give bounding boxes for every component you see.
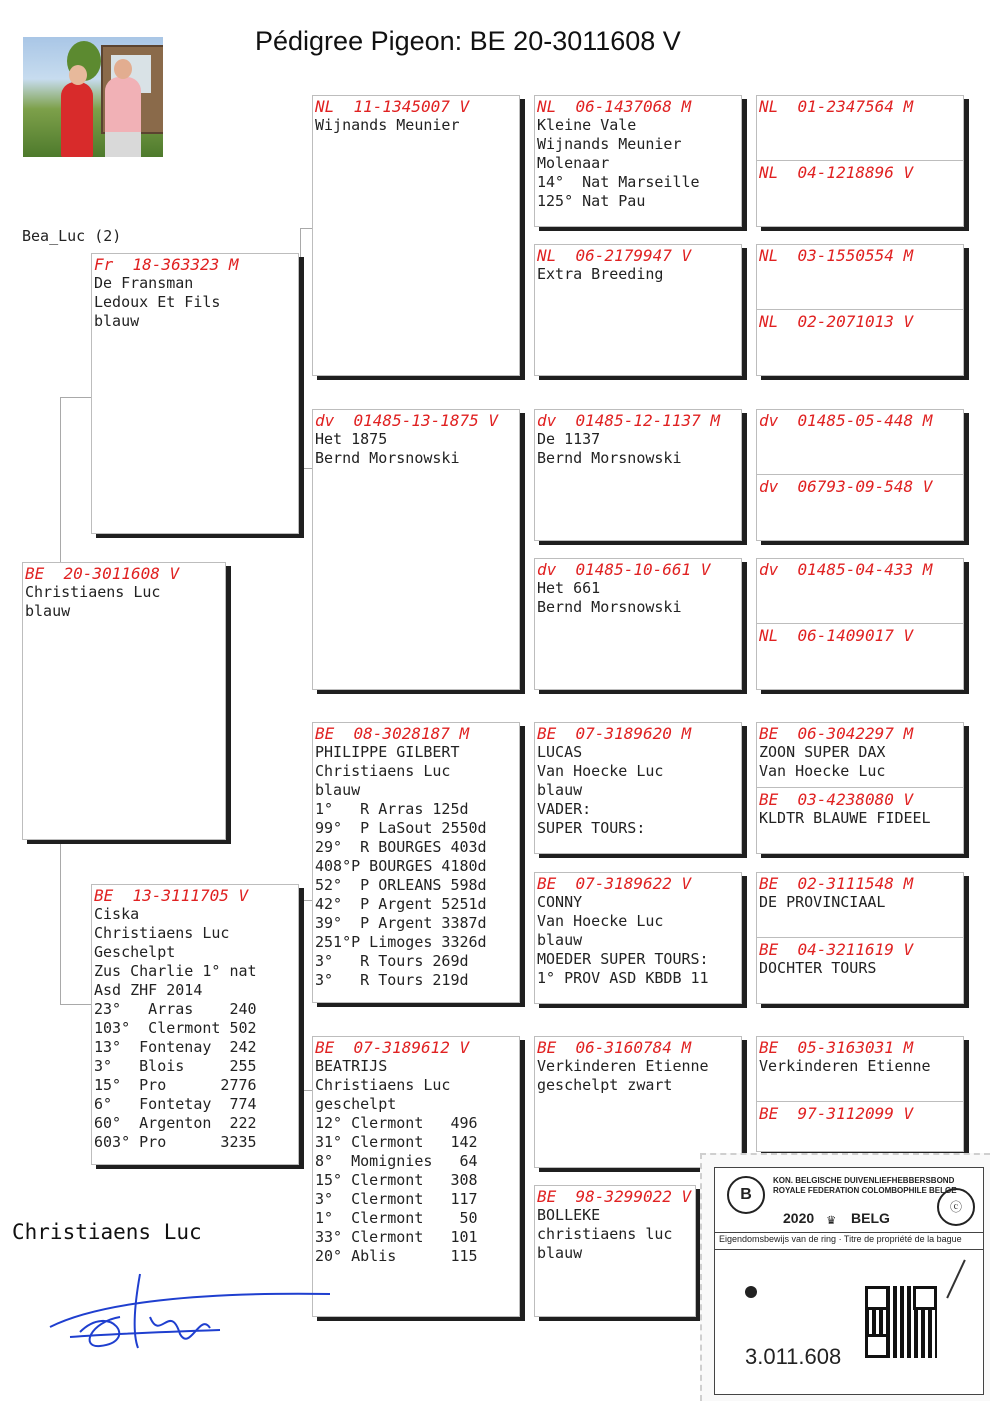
signature-label: Christiaens Luc [50,1360,60,1361]
result-line: 12° Clermont 496 [315,1114,478,1132]
ring-ownership-card [700,1153,990,1401]
pigeon-line: Verkinderen Etienne [537,1057,709,1075]
ownership-text: Eigendomsbewijs van de ring · Titre de propriété de la bague [719,1234,962,1244]
ring-number: BE 06-3160784 M [537,1038,692,1057]
grandparent-card [312,722,520,1003]
pigeon-line: PHILIPPE GILBERT [315,743,460,761]
result-line: 99° P LaSout 2550d [315,819,487,837]
result-line: 15° Pro 2776 [94,1076,257,1094]
crown-icon: ♛ [827,1212,836,1228]
ring-number: dv 01485-10-661 V [537,560,711,579]
great-grandparent-card [534,244,742,376]
pigeon-line: Kleine Vale [537,116,637,134]
pigeon-line: SUPER TOURS: [537,819,646,837]
connector-line [300,900,301,1090]
pigeon-line: MOEDER SUPER TOURS: [537,950,709,968]
result-line: 8° Momignies 64 [315,1152,478,1170]
result-line: 1° R Arras 125d [315,800,469,818]
grandparent-card [312,95,520,376]
pigeon-line: CONNY [537,893,583,911]
signature [40,1262,340,1362]
pigeon-line: Extra Breeding [537,265,664,283]
ring-number: NL 03-1550554 M [759,246,914,265]
ring-number: NL 06-2179947 V [537,246,692,265]
ring-number-printed: 3.011.608 [745,1344,842,1369]
federation-seal-icon: ⓒ [937,1188,975,1226]
great-grandparent-card [534,1036,742,1168]
page-title: Pédigree Pigeon: BE 20-3011608 V [255,26,681,56]
father-card [91,253,299,534]
ring-number: NL 06-1409017 V [759,626,914,645]
ring-number: BE 02-3111548 M [759,874,914,893]
pigeon-line: Asd ZHF 2014 [94,981,203,999]
great-grandparent-card [534,872,742,1004]
pigeon-line: Van Hoecke Luc [759,762,886,780]
pigeon-line: Christiaens Luc [94,924,230,942]
pigeon-line: BOLLEKE [537,1206,601,1224]
pigeon-line: Het 661 [537,579,601,597]
pigeon-line: Verkinderen Etienne [759,1057,931,1075]
pigeon-line: blauw [25,602,71,620]
loft-label: Bea_Luc (2) [22,227,122,245]
pigeon-line: Christiaens Luc [25,583,161,601]
pigeon-line: Bernd Morsnowski [537,598,682,616]
pigeon-line: geschelpt [315,1095,397,1113]
pigeon-line: blauw [537,781,583,799]
great-grandparent-card [534,558,742,690]
pigeon-line: ZOON SUPER DAX [759,743,886,761]
result-line: 408°P BOURGES 4180d [315,857,487,875]
owners-photo [23,37,163,157]
pigeon-line: Ciska [94,905,140,923]
pigeon-line: KLDTR BLAUWE FIDEEL [759,809,931,827]
ring-number: BE 06-3042297 M [759,724,914,743]
result-line: 125° Nat Pau [537,192,646,210]
pigeon-line: 1° PROV ASD KBDB 11 [537,969,709,987]
pigeon-line: christiaens luc [537,1225,673,1243]
pigeon-line: Geschelpt [94,943,176,961]
pigeon-line: geschelpt zwart [537,1076,673,1094]
result-line: 15° Clermont 308 [315,1171,478,1189]
mother-card [91,884,299,1165]
grandparent-card [312,1036,520,1317]
result-line: 103° Clermont 502 [94,1019,257,1037]
great-grandparent-card [534,1185,696,1317]
ring-number: BE 07-3189620 M [537,724,692,743]
ring-year: 2020 [783,1210,815,1226]
qr-code-icon [865,1286,937,1358]
ring-number: NL 04-1218896 V [759,163,914,182]
pigeon-line: BEATRIJS [315,1057,388,1075]
pigeon-line: Christiaens Luc [315,762,451,780]
gen4-pair-card [756,244,964,376]
pen-mark-icon [946,1260,966,1299]
pigeon-line: Christiaens Luc [315,1076,451,1094]
great-grandparent-card [534,722,742,854]
result-line: 60° Argenton 222 [94,1114,257,1132]
ring-number: NL 06-1437068 M [537,97,692,116]
result-line: 3° R Tours 269d [315,952,469,970]
pigeon-line: blauw [537,1244,583,1262]
connector-line [60,397,93,398]
ring-number: dv 01485-13-1875 V [315,411,499,430]
ring-number: BE 07-3189612 V [315,1038,470,1057]
ring-number: BE 20-3011608 V [25,564,180,583]
result-line: 3° R Tours 219d [315,971,469,989]
result-line: 23° Arras 240 [94,1000,257,1018]
gen4-pair-card [756,409,964,541]
result-line: 1° Clermont 50 [315,1209,478,1227]
pigeon-line: DOCHTER TOURS [759,959,877,977]
ring-number: BE 03-4238080 V [759,790,914,809]
result-line: 251°P Limoges 3326d [315,933,487,951]
result-line: 3° Clermont 117 [315,1190,478,1208]
federation-name: KON. BELGISCHE DUIVENLIEFHEBBERSBOND ROYALE FEDERATION COLOMBOPHILE BELGE [773,1176,957,1195]
result-line: 6° Fontetay 774 [94,1095,257,1113]
ring-number: dv 01485-04-433 M [759,560,933,579]
result-line: 52° P ORLEANS 598d [315,876,487,894]
ring-number: NL 02-2071013 V [759,312,914,331]
gen4-pair-card [756,1036,964,1152]
pigeon-line: Bernd Morsnowski [315,449,460,467]
pigeon-line: De 1137 [537,430,601,448]
great-grandparent-card [534,409,742,541]
gen4-pair-card [756,872,964,1004]
kbdb-logo-icon: B [727,1176,765,1214]
connector-line [60,1004,93,1005]
result-line: 33° Clermont 101 [315,1228,478,1246]
pigeon-line: blauw [537,931,583,949]
pigeon-line: Molenaar [537,154,610,172]
pigeon-line: Wijnands Meunier [315,116,460,134]
ring-number: NL 11-1345007 V [315,97,470,116]
pigeon-line: Bernd Morsnowski [537,449,682,467]
pigeon-line: Ledoux Et Fils [94,293,221,311]
pigeon-line: Wijnands Meunier [537,135,682,153]
great-grandparent-card [534,95,742,227]
result-line: 603° Pro 3235 [94,1133,257,1151]
pigeon-line: Zus Charlie 1° nat [94,962,257,980]
ring-number: dv 01485-12-1137 M [537,411,721,430]
ring-number: BE 08-3028187 M [315,724,470,743]
gen4-pair-card [756,558,964,690]
result-line: 39° P Argent 3387d [315,914,487,932]
ring-number: BE 97-3112099 V [759,1104,914,1123]
ring-number: BE 05-3163031 M [759,1038,914,1057]
ring-number: BE 13-3111705 V [94,886,249,905]
pigeon-line: De Fransman [94,274,194,292]
pigeon-line: Het 1875 [315,430,388,448]
result-line: 42° P Argent 5251d [315,895,487,913]
pigeon-line: Van Hoecke Luc [537,912,664,930]
gen4-pair-card [756,722,964,854]
pigeon-line: Van Hoecke Luc [537,762,664,780]
ring-number: dv 01485-05-448 M [759,411,933,430]
pigeon-line: VADER: [537,800,592,818]
pigeon-line: LUCAS [537,743,583,761]
result-line: 31° Clermont 142 [315,1133,478,1151]
gen4-pair-card [756,95,964,227]
ring-country: BELG [851,1210,890,1226]
punch-hole-icon [745,1286,757,1298]
ring-number: BE 98-3299022 V [537,1187,692,1206]
result-line: 13° Fontenay 242 [94,1038,257,1056]
ring-number: BE 04-3211619 V [759,940,914,959]
ring-number: NL 01-2347564 M [759,97,914,116]
result-line: 3° Blois 255 [94,1057,257,1075]
result-line: 29° R BOURGES 403d [315,838,487,856]
ring-number: BE 07-3189622 V [537,874,692,893]
grandparent-card [312,409,520,690]
owner-name: Christiaens Luc [12,1220,202,1244]
connector-line [300,228,301,468]
pigeon-line: blauw [315,781,361,799]
pigeon-line: blauw [94,312,140,330]
ring-number: Fr 18-363323 M [94,255,239,274]
ring-number: dv 06793-09-548 V [759,477,933,496]
subject-card [22,562,226,840]
result-line: 20° Ablis 115 [315,1247,478,1265]
pigeon-line: DE PROVINCIAAL [759,893,886,911]
result-line: 14° Nat Marseille [537,173,700,191]
